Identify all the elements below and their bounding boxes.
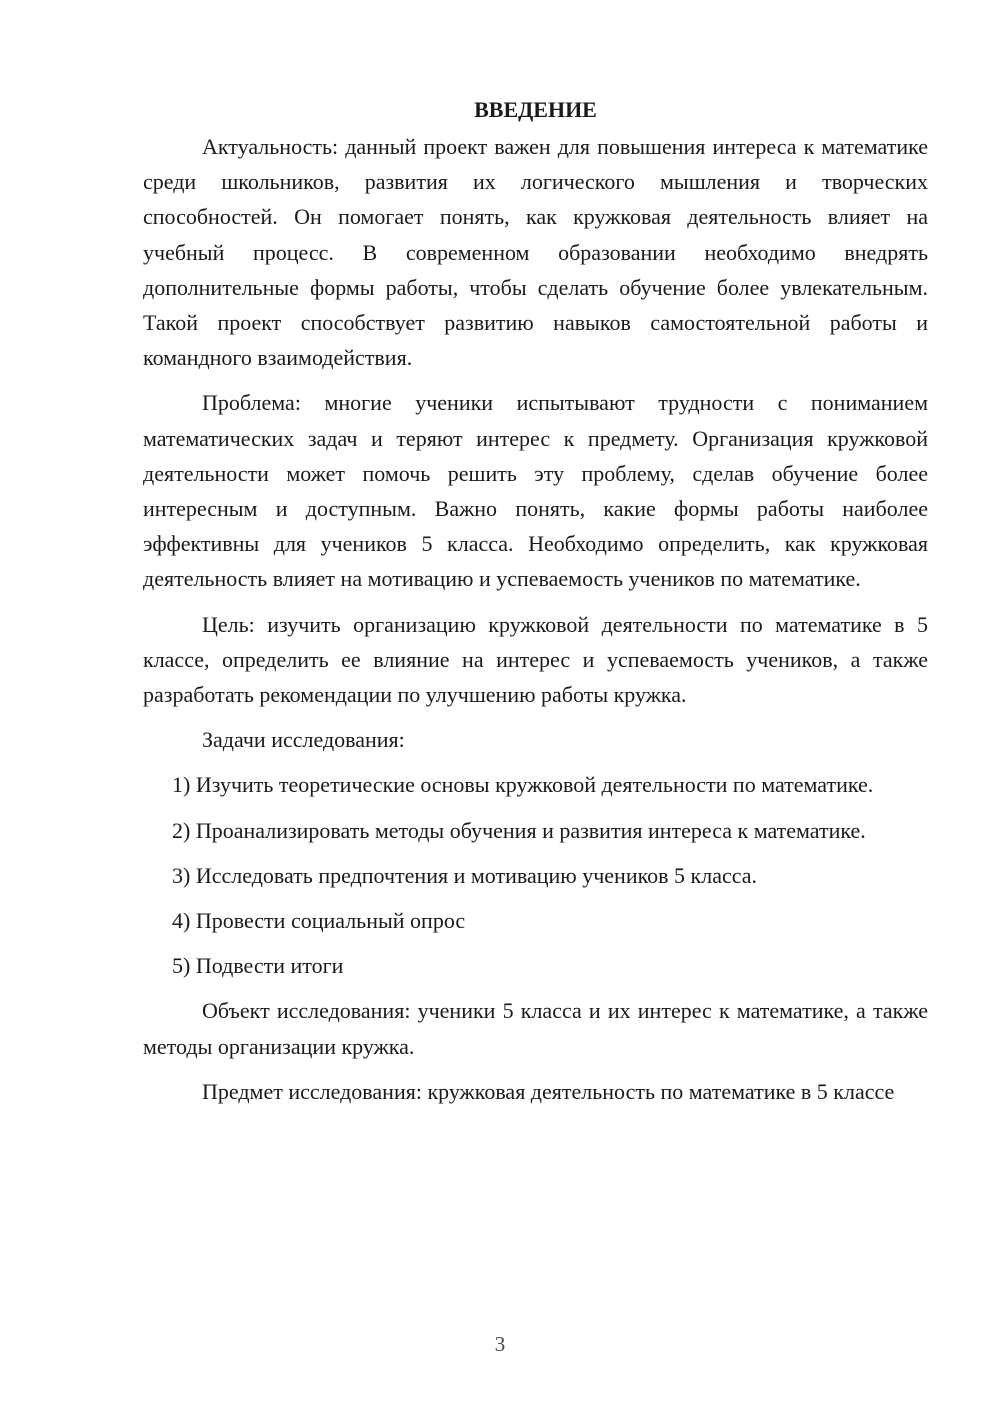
object-paragraph: Объект исследования: ученики 5 класса и их интерес к математике, а также методы организации кружка.: [143, 998, 928, 1059]
goal-paragraph: Цель: изучить организацию кружковой деятельности по математике в 5 классе, определить ее влияние на интерес и успеваемость учеников, а также разработать рекомендации по улучшению работы кружка.: [143, 611, 928, 708]
task-item-1: 1) Изучить теоретические основы кружковой деятельности по математике.: [172, 772, 874, 798]
page-number: 3: [494, 1332, 506, 1356]
relevance-paragraph: Актуальность: данный проект важен для повышения интереса к математике среди школьников, развития их логического мышления и творческих способностей. Он помогает понять, как кружковая деятельность влияет на учебный процесс. В современном образовании необходимо внедрять дополнительные формы работы, чтобы сделать обучение более увлекательным. Такой проект способствует развитию навыков самостоятельной работы и командного взаимодействия.: [143, 134, 928, 371]
task-item-4: 4) Провести социальный опрос: [172, 908, 466, 934]
task-item-3: 3) Исследовать предпочтения и мотивацию учеников 5 класса.: [172, 862, 758, 888]
task-item-2: 2) Проанализировать методы обучения и развития интереса к математике.: [172, 817, 866, 843]
problem-paragraph: Проблема: многие ученики испытывают трудности с пониманием математических задач и теряют интерес к предмету. Организация кружковой деятельности может помочь решить эту проблему, сделав обучение более интересным и доступным. Важно понять, какие формы работы наиболее эффективны для учеников 5 класса. Необходимо определить, как кружковая деятельность влияет на мотивацию и успеваемость учеников по математике.: [143, 390, 928, 592]
task-item-5: 5) Подвести итоги: [172, 953, 344, 979]
tasks-heading: Задачи исследования:: [202, 727, 405, 753]
document-page: [143, 92, 928, 1119]
section-title: ВВЕДЕНИЕ: [474, 97, 597, 122]
subject-paragraph: Предмет исследования: кружковая деятельность по математике в 5 классе: [202, 1078, 895, 1104]
